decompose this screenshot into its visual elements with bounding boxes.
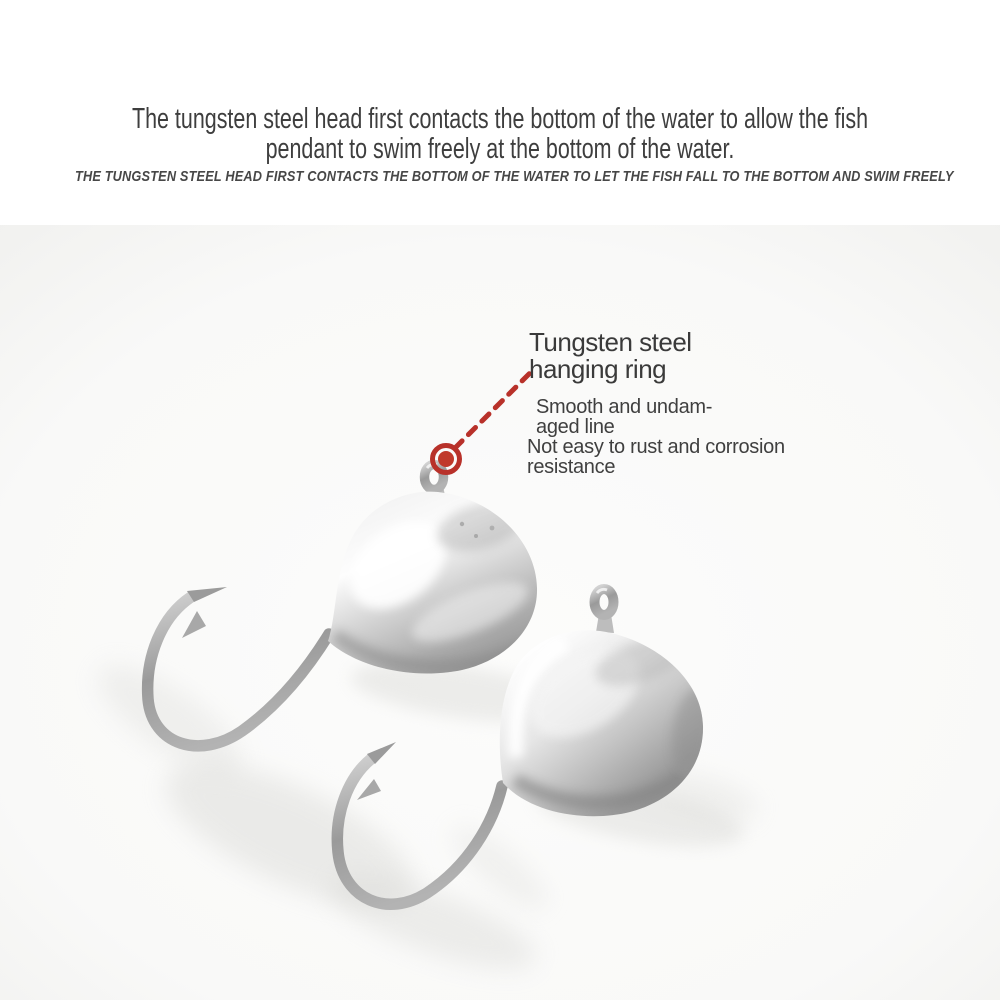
callout-dot bbox=[438, 451, 454, 467]
main-heading-line-2: pendant to swim freely at the bottom of the water. bbox=[265, 133, 735, 165]
callout-feature-smooth-line bbox=[536, 397, 712, 437]
sub-heading: THE TUNGSTEN STEEL HEAD FIRST CONTACTS THE BOTTOM OF THE WATER TO LET THE FISH FALL TO THE BOTTOM AND SWIM FREELY bbox=[75, 168, 954, 185]
callout-feature-2-line-2: resistance bbox=[527, 456, 616, 478]
callout-feature-1-line-1: Smooth and undam- bbox=[536, 396, 713, 418]
callout-feature-1-line-2: aged line bbox=[536, 416, 615, 438]
callout-title-line-1: Tungsten steel bbox=[529, 327, 692, 357]
callout-feature-2-line-1: Not easy to rust and corrosion bbox=[527, 436, 785, 458]
callout-title bbox=[529, 329, 692, 383]
callout-feature-rust-resistance bbox=[527, 437, 785, 477]
main-heading-line-1: The tungsten steel head first contacts the bottom of the water to allow the fish bbox=[131, 103, 868, 135]
callout-title-line-2: hanging ring bbox=[529, 354, 667, 384]
heading-block bbox=[0, 104, 1000, 185]
